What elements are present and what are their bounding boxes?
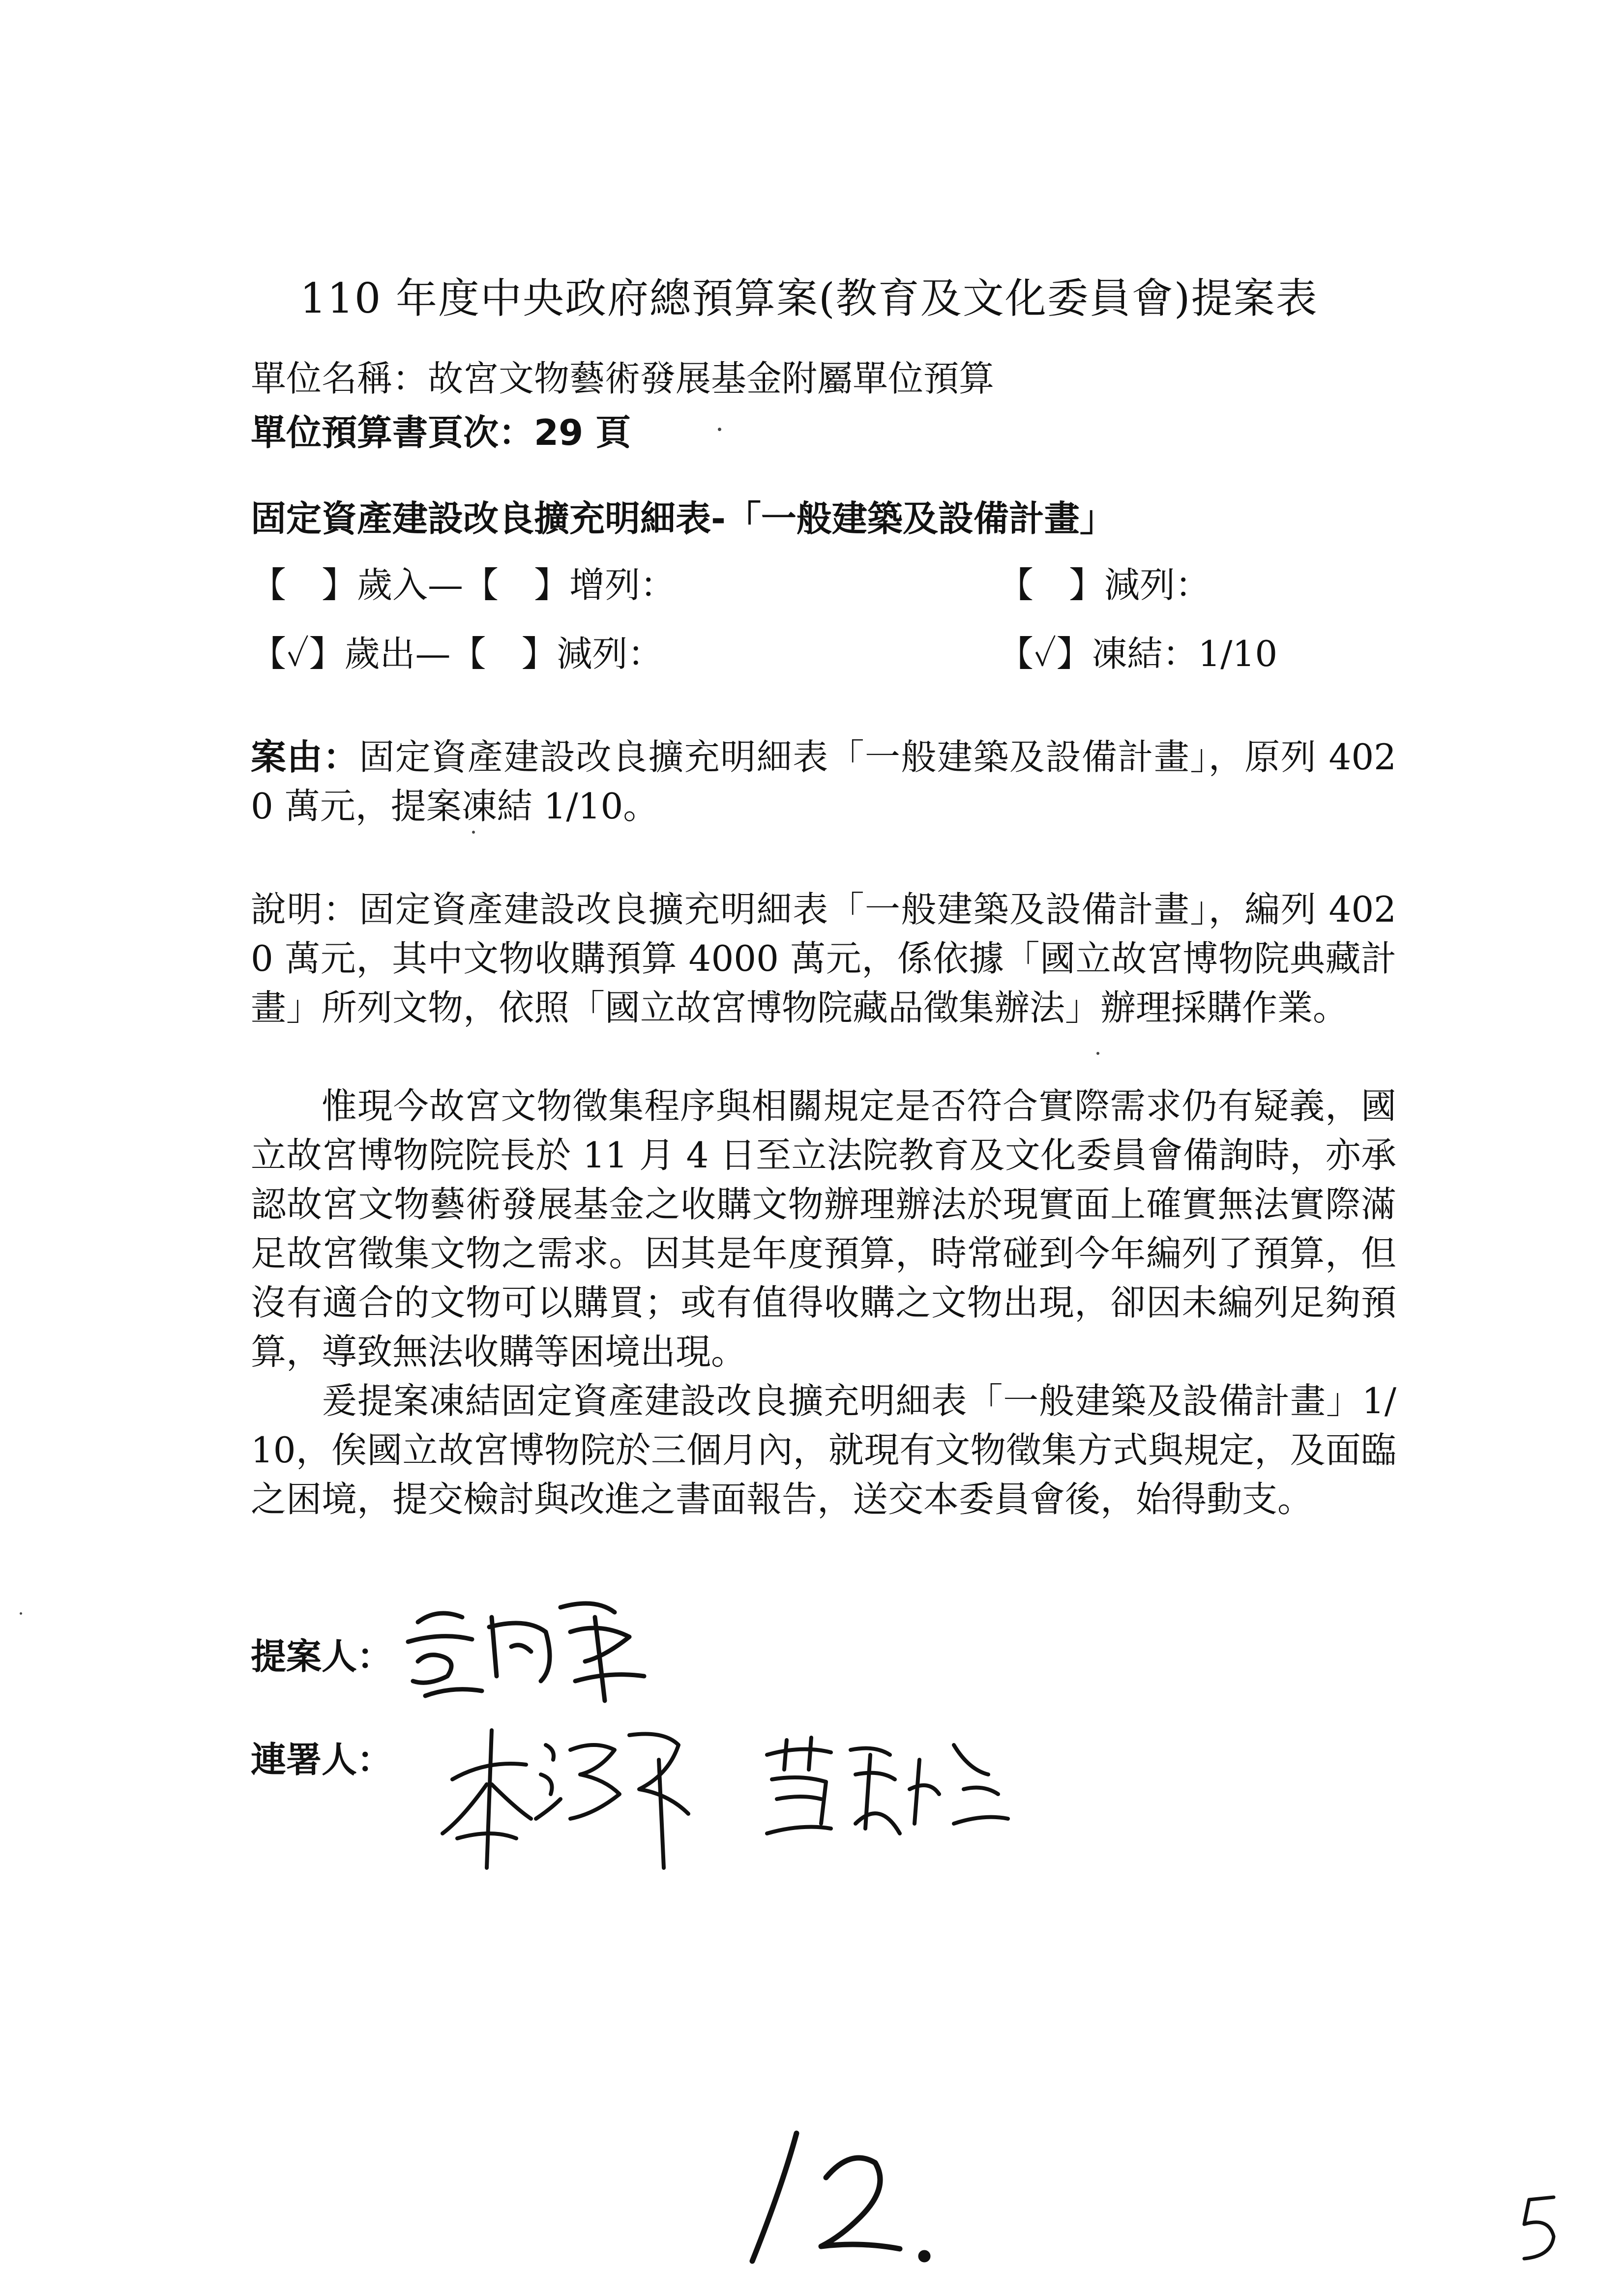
section-title: 固定資產建設改良擴充明細表-「一般建築及設備計畫」 <box>251 498 1115 539</box>
scan-speck <box>472 831 475 834</box>
unit-name: 單位名稱：故宮文物藝術發展基金附屬單位預算 <box>251 358 995 399</box>
option-expense-decrease: 【✓】歲出—【 】減列： <box>251 633 663 674</box>
option-revenue-increase: 【 】歲入—【 】增列： <box>251 564 676 606</box>
proposer-signature <box>398 1588 654 1706</box>
cosigner-label: 連署人： <box>251 1739 393 1780</box>
cosigner-signature-1 <box>433 1701 708 1878</box>
explanation-paragraph-2: 惟現今故宮文物徵集程序與相關規定是否符合實際需求仍有疑義，國立故宮博物院院長於 11 月 4 日至立法院教育及文化委員會備詢時，亦承認故宮文物藝術發展基金之收購文物辦理辦法於現實面上確實無法實際滿足故宮徵集文物之需求。因其是年度預算，時常碰到今年編列了預算，但沒有適合的文物可以購買；或有值得收購之文物出現，卻因未編列足夠預算，導致無法收購等困境出現。 <box>251 1085 1396 1372</box>
scan-speck <box>20 1612 22 1615</box>
explanation-paragraph-3: 爰提案凍結固定資產建設改良擴充明細表「一般建築及設備計畫」1/10，俟國立故宮博物院於三個月內，就現有文物徵集方式與規定，及面臨之困境，提交檢討與改進之書面報告，送交本委員會後，始得動支。 <box>251 1380 1396 1520</box>
page-mark <box>1509 2187 1568 2266</box>
document-title: 110 年度中央政府總預算案(教育及文化委員會)提案表 <box>300 274 1318 322</box>
case-text: 固定資產建設改良擴充明細表「一般建築及設備計畫」，原列 4020 萬元，提案凍結 1/10。 <box>251 736 1396 827</box>
case-paragraph <box>251 732 1396 831</box>
proposer-label: 提案人： <box>251 1636 393 1677</box>
option-revenue-decrease: 【 】減列： <box>998 564 1211 606</box>
explanation-paragraph-1: 說明：固定資產建設改良擴充明細表「一般建築及設備計畫」，編列 4020 萬元，其中文物收購預算 4000 萬元，係依據「國立故宮博物院典藏計畫」所列文物，依照「國立故宮博物院藏品徵集辦法」辦理採購作業。 <box>251 889 1396 1028</box>
handwritten-number <box>713 2123 969 2271</box>
budget-page: 單位預算書頁次：29 頁 <box>251 412 631 453</box>
scan-speck <box>718 428 721 431</box>
case-label: 案由： <box>251 736 359 778</box>
cosigner-signature-2 <box>757 1725 1013 1853</box>
option-freeze: 【✓】凍結：1/10 <box>998 633 1278 674</box>
scan-speck <box>1096 1052 1099 1055</box>
